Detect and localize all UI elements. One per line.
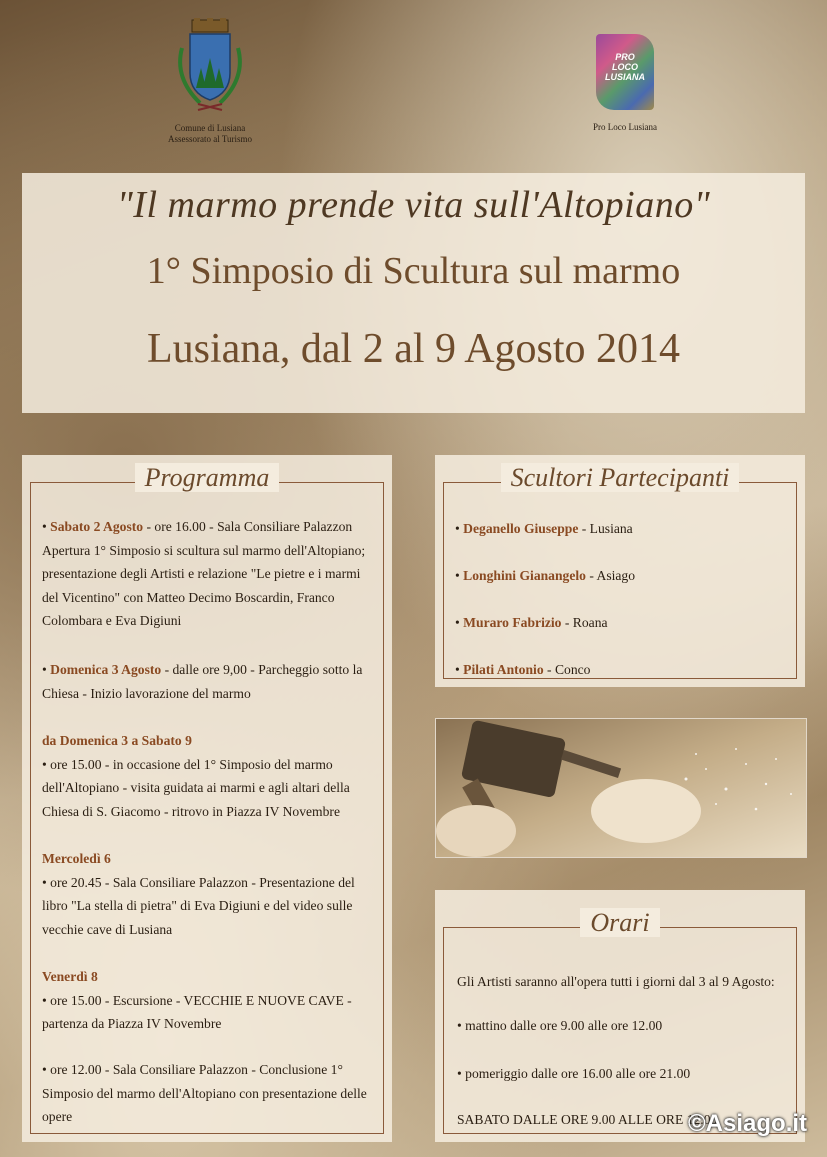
orari-intro: Gli Artisti saranno all'opera tutti i giorni dal 3 al 9 Agosto:	[457, 974, 775, 989]
event-5: Venerdì 8 • ore 15.00 - Escursione - VECCHIE E NUOVE CAVE - partenza da Piazza IV Novembre	[42, 969, 352, 1031]
sculptor-item: • Deganello Giuseppe - Lusiana	[455, 521, 633, 536]
event-2: • Domenica 3 Agosto - dalle ore 9,00 - Parcheggio sotto la Chiesa - Inizio lavorazione del marmo	[42, 662, 363, 701]
sculptor-item: • Muraro Fabrizio - Roana	[455, 615, 608, 630]
event-5-text-a: ore 15.00 - Escursione - VECCHIE E NUOVE CAVE - partenza da Piazza IV Novembre	[42, 992, 352, 1031]
scultori-panel	[435, 455, 805, 687]
comune-caption-2: Assessorato al Turismo	[167, 134, 252, 144]
sculptor-item: • Pilati Antonio - Conco	[455, 662, 591, 677]
orari-panel	[435, 890, 808, 1142]
event-4-heading: Mercoledì 6	[42, 851, 111, 866]
title-panel	[22, 173, 805, 413]
event-1: • Sabato 2 Agosto - ore 16.00 - Sala Consiliare Palazzon Apertura 1° Simposio si scultura sul marmo dell'Altopiano; presentazione degli Artisti e relazione "Le pietre e i marmi del Vicentino" con Matteo Decimo Boscardin, Franco Colombara e Eva Digiuni	[42, 519, 366, 628]
hammer-chisel-icon	[436, 719, 806, 857]
proloco-text-2: LOCO	[612, 62, 638, 72]
site-watermark: ©Asiago.it	[688, 1110, 808, 1137]
proloco-text-3: LUSIANA	[605, 72, 645, 82]
programma-panel	[22, 455, 392, 1142]
orari-afternoon: • pomeriggio dalle ore 16.00 alle ore 21.00	[457, 1066, 691, 1081]
comune-logo	[150, 18, 270, 145]
event-5-text-b: ore 12.00 - Sala Consiliare Palazzon - Conclusione 1° Simposio del marmo dell'Altopiano con presentazione delle opere	[42, 1062, 367, 1124]
sculptor-item: • Longhini Gianangelo - Asiago	[455, 568, 636, 583]
event-3-text: ore 15.00 - in occasione del 1° Simposio del marmo dell'Altopiano - visita guidata ai marmi e agli altari della Chiesa di S. Giacomo - ritrovo in Piazza IV Novembre	[42, 756, 350, 819]
sculpting-photo	[435, 718, 807, 858]
event-3-heading: da Domenica 3 a Sabato 9	[42, 733, 192, 748]
event-6: • ore 12.00 - Sala Consiliare Palazzon - Conclusione 1° Simposio del marmo dell'Altopiano con presentazione delle opere	[42, 1062, 367, 1124]
event-5-heading: Venerdì 8	[42, 969, 98, 984]
event-4: Mercoledì 6 • ore 20.45 - Sala Consiliare Palazzon - Presentazione del libro "La stella di pietra" di Eva Digiuni e del video sulle vecchie cave di Lusiana	[42, 851, 355, 937]
event-1-date: Sabato 2 Agosto	[50, 519, 144, 534]
orari-saturday: SABATO DALLE ORE 9.00 ALLE ORE 12.00	[457, 1112, 718, 1127]
motto-heading: "Il marmo prende vita sull'Altopiano"	[116, 184, 711, 226]
event-4-text: ore 20.45 - Sala Consiliare Palazzon - Presentazione del libro "La stella di pietra" di Eva Digiuni e del video sulle vecchie cave di Lusiana	[42, 874, 355, 937]
proloco-text-1: PRO	[615, 52, 635, 62]
event-3: da Domenica 3 a Sabato 9 • ore 15.00 - in occasione del 1° Simposio del marmo dell'Altopiano - visita guidata ai marmi e agli altari della Chiesa di S. Giacomo - ritrovo in Piazza IV Novembre	[42, 733, 350, 819]
event-2-date: Domenica 3 Agosto	[50, 662, 162, 677]
event-1-time: - ore 16.00 - Sala Consiliare Palazzon	[143, 519, 353, 534]
event-dates: Lusiana, dal 2 al 9 Agosto 2014	[146, 326, 681, 372]
event-title: 1° Simposio di Scultura sul marmo	[146, 250, 681, 292]
proloco-emblem-icon	[596, 34, 654, 110]
comune-caption-1: Comune di Lusiana	[174, 123, 246, 133]
event-1-text: Apertura 1° Simposio si scultura sul marmo dell'Altopiano; presentazione degli Artisti e relazione "Le pietre e i marmi del Vicentino" con Matteo Decimo Boscardin, Franco Colombara e Eva Digiuni	[42, 542, 366, 628]
orari-heading: Orari	[435, 908, 805, 938]
proloco-logo	[570, 34, 680, 133]
scultori-heading: Scultori Partecipanti	[435, 463, 805, 493]
orari-morning: • mattino dalle ore 9.00 alle ore 12.00	[457, 1018, 663, 1033]
programma-heading: Programma	[22, 463, 392, 493]
coat-of-arms-icon	[170, 18, 250, 118]
proloco-caption: Pro Loco Lusiana	[593, 122, 657, 132]
event-2-text: - dalle ore 9,00 - Parcheggio sotto la Chiesa - Inizio lavorazione del marmo	[42, 662, 363, 701]
